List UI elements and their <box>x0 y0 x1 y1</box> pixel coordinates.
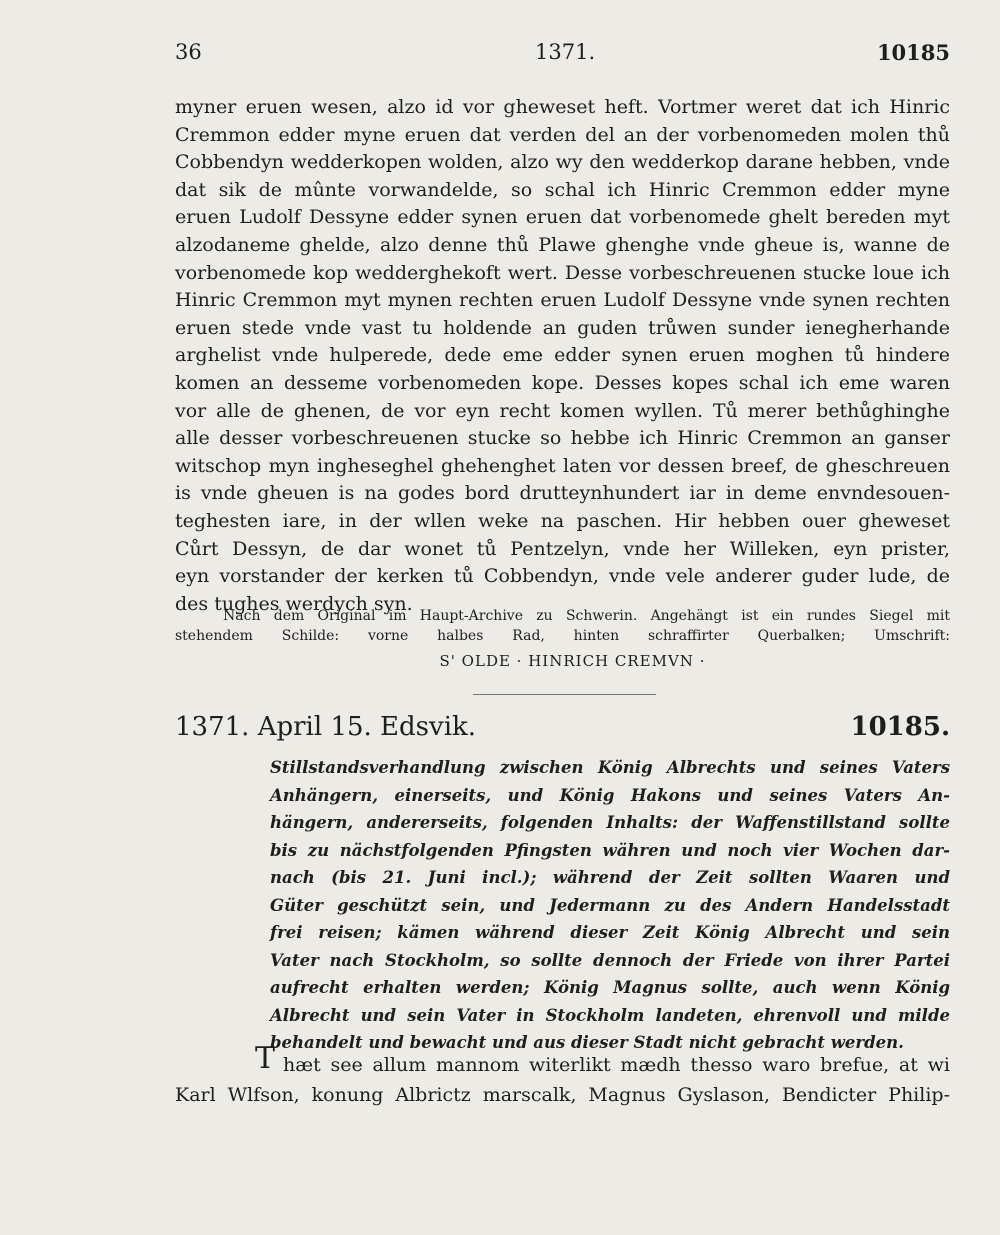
body-text-line: alzodaneme ghelde, alzo denne thů Plawe ghenghe vnde gheue is, wanne de <box>175 233 950 256</box>
note-line: Nach dem Original im Haupt-Archive zu Schwerin. Angehängt ist ein rundes Siegel mit <box>223 608 950 624</box>
summary-line: Anhängern, einerseits, und König Hakons und seines Vaters An- <box>270 785 950 805</box>
page-header <box>175 40 950 76</box>
summary-line: aufrecht erhalten werden; König Magnus sollte, auch wenn König <box>270 978 950 997</box>
note-line: stehendem Schilde: vorne halbes Rad, hinten schraffirter Querbalken; Umschrift: <box>175 628 950 644</box>
summary-line: hängern, andererseits, folgenden Inhalts: der Waffenstillstand sollte <box>270 813 950 832</box>
entry-summary <box>270 754 950 1057</box>
seal-inscription: S' OLDE · HINRICH CREMVN · <box>439 652 706 670</box>
body-text-line: alle desser vorbeschreuenen stucke so hebbe ich Hinric Cremmon an ganser <box>175 427 950 450</box>
body-text-line: vorbenomede kop wedderghekoft wert. Desse vorbeschreuenen stucke loue ich <box>175 261 950 284</box>
entry-heading <box>175 712 950 748</box>
header-document-number: 10185 <box>876 40 950 65</box>
body-text-line: dat sik de mûnte vorwandelde, so schal ich Hinric Cremmon edder myne <box>175 178 950 201</box>
summary-line: Albrecht und sein Vater in Stockholm landeten, ehrenvoll und milde <box>270 1005 950 1025</box>
body-text-line: Hinric Cremmon myt mynen rechten eruen Ludolf Dessyne vnde synen rechten <box>175 289 950 312</box>
page-number: 36 <box>175 40 202 64</box>
summary-line: Güter geschützt sein, und Jedermann zu des Andern Handelsstadt <box>270 895 950 915</box>
body-text-line: teghesten iare, in der wllen weke na paschen. Hir hebben ouer gheweset <box>175 509 950 532</box>
body-text-line: Cobbendyn wedderkopen wolden, alzo wy den wedderkop darane hebben, vnde <box>175 151 950 174</box>
body-text-line: eyn vorstander der kerken tů Cobbendyn, vnde vele anderer guder lude, de <box>175 565 950 588</box>
summary-line: nach (bis 21. Juni incl.); während der Zeit sollten Waaren und <box>270 868 950 887</box>
summary-line: Vater nach Stockholm, so sollte dennoch der Friede von ihrer Partei <box>270 950 950 970</box>
summary-line: Stillstandsverhandlung zwischen König Albrechts und seines Vaters <box>270 758 950 777</box>
source-note <box>175 606 950 646</box>
body-text-line: Cremmon edder myne eruen dat verden del an der vorbenomeden molen thů <box>175 123 950 146</box>
summary-line: frei reisen; kämen während dieser Zeit König Albrecht und sein <box>270 923 950 942</box>
initial-letter: T <box>255 1041 276 1076</box>
section-divider <box>473 694 656 695</box>
body-text-line: Cůrt Dessyn, de dar wonet tů Pentzelyn, vnde her Willeken, eyn prister, <box>175 537 950 560</box>
body-text-line: arghelist vnde hulperede, dede eme edder synen eruen moghen tů hindere <box>175 344 950 367</box>
body-text-line: myner eruen wesen, alzo id vor gheweset heft. Vortmer weret dat ich Hinric <box>175 96 950 118</box>
entry-date-place: 1371. April 15. Edsvik. <box>175 712 477 742</box>
body-text-line: des tughes werdych syn. <box>175 592 413 615</box>
entry-number: 10185. <box>850 712 950 742</box>
charter-text <box>175 94 950 618</box>
summary-line: behandelt und bewacht und aus dieser Stadt nicht gebracht werden. <box>270 1033 904 1052</box>
body-text-line: vor alle de ghenen, de vor eyn recht komen wyllen. Tů merer bethůghinghe <box>175 399 950 422</box>
body-text-line: eruen stede vnde vast tu holdende an guden trůwen sunder ienegherhande <box>175 316 950 339</box>
body-text-line: is vnde gheuen is na godes bord drutteynhundert iar in deme envndesouen- <box>175 482 950 505</box>
body-text-line: komen an desseme vorbenomeden kope. Desses kopes schal ich eme waren <box>175 371 950 394</box>
body-text-line: witschop myn ingheseghel ghehenghet laten vor dessen breef, de gheschreuen <box>175 454 950 477</box>
header-year: 1371. <box>535 40 596 64</box>
body-text-line: eruen Ludolf Dessyne edder synen eruen dat vorbenomede ghelt bereden myt <box>175 206 950 229</box>
summary-line: bis zu nächstfolgenden Pfingsten währen und noch vier Wochen dar- <box>270 840 950 860</box>
entry-text-line-rest: hæt see allum mannom witerlikt mædh thesso waro brefue, at wi <box>283 1054 950 1076</box>
entry-text-line: Karl Wlfson, konung Albrictz marscalk, Magnus Gyslason, Bendicter Philip- <box>175 1084 950 1106</box>
